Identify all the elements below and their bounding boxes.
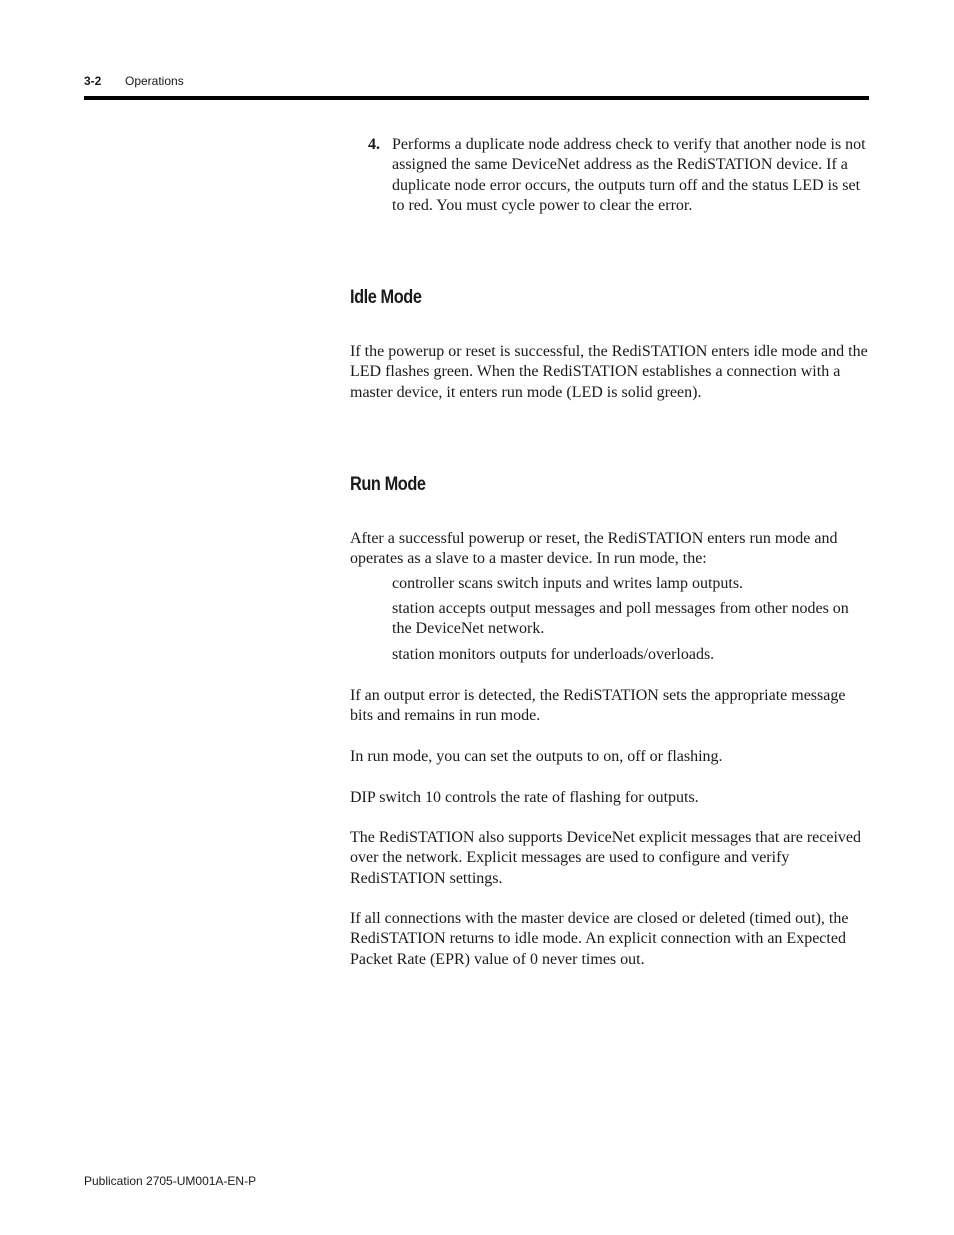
page-footer: Publication 2705-UM001A-EN-P bbox=[84, 1174, 257, 1188]
step-number: 4. bbox=[368, 136, 380, 153]
run-mode-intro: After a successful powerup or reset, the RediSTATION enters run mode and operates as a slave to a master device. In run mode, the: bbox=[350, 530, 838, 568]
outputs-paragraph: In run mode, you can set the outputs to on, off or flashing. bbox=[350, 748, 723, 765]
explicit-messages-paragraph: The RediSTATION also supports DeviceNet explicit messages that are received over the network. Explicit messages are used to configure and verify RediSTATION settings. bbox=[350, 829, 861, 887]
page-header bbox=[84, 72, 184, 92]
step-text: Performs a duplicate node address check to verify that another node is not assigned the same DeviceNet address as the RediSTATION device. If a duplicate node error occurs, the outputs turn off and the status LED is set to red. You must cycle power to clear the error. bbox=[392, 136, 866, 214]
output-error-paragraph: If an output error is detected, the RediSTATION sets the appropriate message bits and remains in run mode. bbox=[350, 687, 846, 725]
idle-mode-paragraph: If the powerup or reset is successful, the RediSTATION enters idle mode and the LED flashes green. When the RediSTATION establishes a connection with a master device, it enters run mode (LED is solid green). bbox=[350, 343, 868, 401]
list-item: station accepts output messages and poll messages from other nodes on the DeviceNet network. bbox=[392, 600, 849, 638]
header-rule bbox=[84, 96, 869, 100]
section-heading-idle-mode: Idle Mode bbox=[350, 287, 422, 308]
list-item: station monitors outputs for underloads/overloads. bbox=[392, 646, 715, 663]
connections-paragraph: If all connections with the master device are closed or deleted (timed out), the RediSTATION returns to idle mode. An explicit connection with an Expected Packet Rate (EPR) value of 0 never times out. bbox=[350, 910, 849, 968]
section-title: Operations bbox=[125, 74, 184, 88]
page-number: 3-2 bbox=[84, 74, 102, 88]
dip-switch-paragraph: DIP switch 10 controls the rate of flashing for outputs. bbox=[350, 789, 699, 806]
section-heading-run-mode: Run Mode bbox=[350, 474, 426, 495]
list-item: controller scans switch inputs and writes lamp outputs. bbox=[392, 575, 744, 592]
